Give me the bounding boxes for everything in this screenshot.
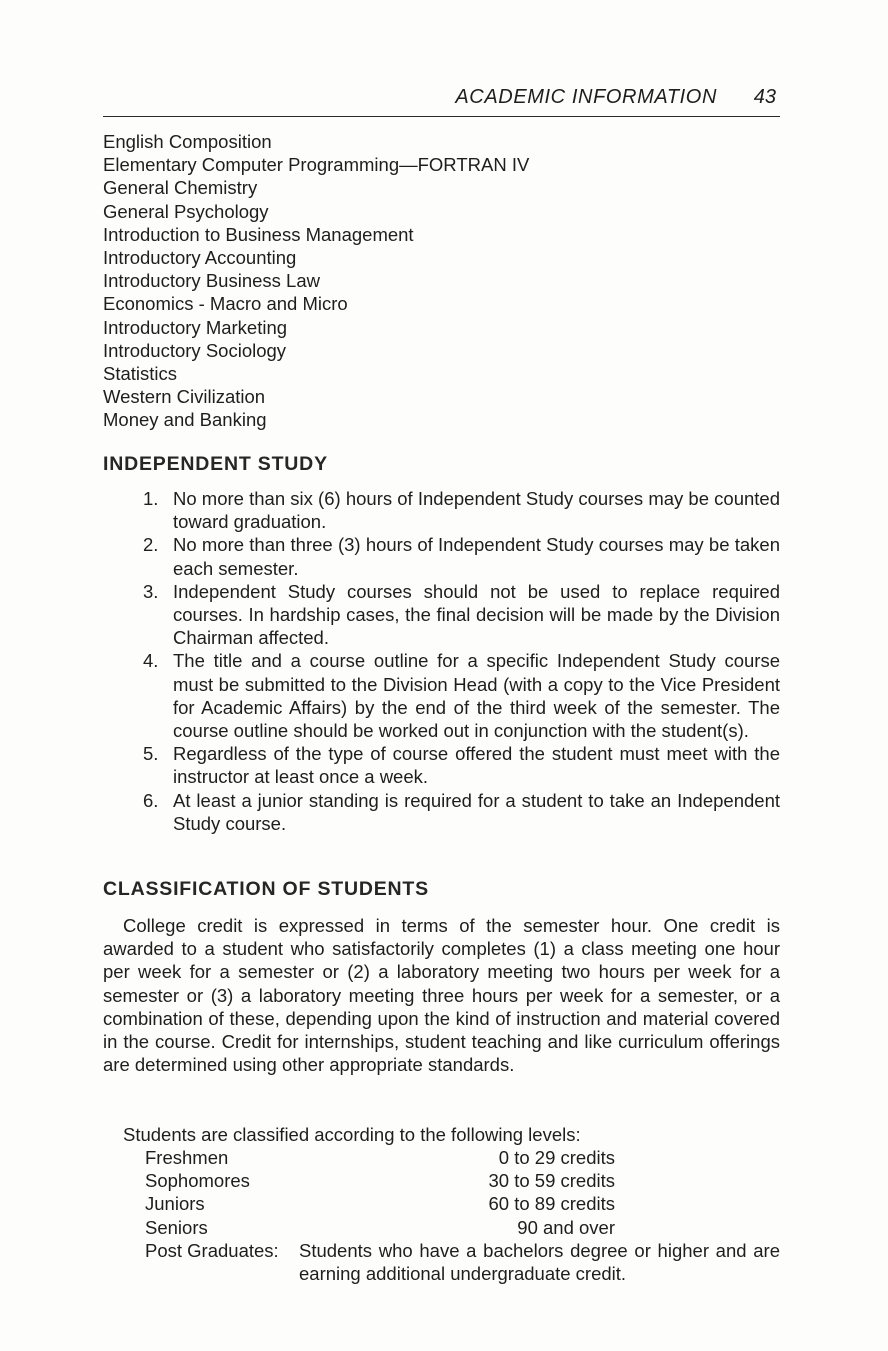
- course-list: [103, 130, 529, 432]
- course-item: English Composition: [103, 131, 272, 152]
- rule-text: At least a junior standing is required for a student to take an Independent Study course.: [173, 789, 780, 834]
- rule-number: 4.: [143, 650, 159, 672]
- course-item: Introductory Sociology: [103, 339, 287, 361]
- course-item: Introductory Accounting: [103, 247, 297, 269]
- table-row: [145, 1169, 615, 1192]
- level-range: 90 and over: [517, 1216, 615, 1238]
- rule-number: 1.: [143, 488, 159, 509]
- rule-text: No more than three (3) hours of Independent Study courses may be taken each semester.: [173, 534, 780, 579]
- rule-number: 3.: [143, 580, 159, 602]
- post-graduates-label: Post Graduates:: [145, 1240, 279, 1261]
- level-name: Sophomores: [145, 1170, 250, 1192]
- level-name: Seniors: [145, 1216, 208, 1238]
- independent-study-rules: [103, 487, 780, 835]
- levels-intro: Students are classified according to the following levels:: [123, 1124, 581, 1145]
- course-item: Introduction to Business Management: [103, 223, 414, 245]
- level-name: Freshmen: [145, 1147, 229, 1168]
- course-item: Introductory Marketing: [103, 316, 288, 338]
- post-graduates-entry: [145, 1239, 780, 1285]
- rule-text: Independent Study courses should not be used to replace required courses. In hardship cases, the final decision will be made by the Division Chairman affected.: [173, 580, 780, 649]
- level-name: Juniors: [145, 1193, 205, 1215]
- rule-item: [103, 533, 780, 579]
- rule-number: 5.: [143, 743, 159, 765]
- running-title: ACADEMIC INFORMATION: [455, 86, 717, 108]
- credit-paragraph: College credit is expressed in terms of the semester hour. One credit is awarded to a student who satisfactorily completes (1) a class meeting one hour per week for a semester or (2) a laboratory meeting two hours per week for a semester or (3) a laboratory meeting three hours per week for a semester, or a combination of these, depending upon the kind of instruction and material covered in the course. Credit for internships, student teaching and like curriculum offerings are determined using other appropriate standards.: [103, 915, 780, 1076]
- course-item: General Chemistry: [103, 177, 258, 199]
- rule-item: [103, 742, 780, 788]
- post-graduates-text: Students who have a bachelors degree or higher and are earning additional undergraduate credit.: [299, 1240, 780, 1285]
- rule-item: [103, 580, 780, 650]
- page-number: 43: [753, 86, 776, 108]
- classification-levels-table: [145, 1146, 615, 1239]
- rule-item: [103, 649, 780, 742]
- classification-heading: CLASSIFICATION OF STUDENTS: [103, 878, 429, 900]
- level-range: 30 to 59 credits: [488, 1170, 615, 1192]
- course-item: Western Civilization: [103, 386, 266, 408]
- rule-item: [103, 487, 780, 533]
- rule-number: 6.: [143, 789, 159, 811]
- rule-text: The title and a course outline for a specific Independent Study course must be submitted to the Division Head (with a copy to the Vice President for Academic Affairs) by the end of the third week of the semester. The course outline should be worked out in conjunction with the student(s).: [173, 650, 780, 742]
- level-range: 0 to 29 credits: [498, 1147, 615, 1168]
- course-item: Money and Banking: [103, 409, 267, 431]
- rule-item: [103, 789, 780, 835]
- rule-number: 2.: [143, 534, 159, 556]
- table-row: [145, 1146, 615, 1169]
- level-range: 60 to 89 credits: [488, 1193, 615, 1215]
- course-item: Statistics: [103, 363, 178, 385]
- rule-text: Regardless of the type of course offered the student must meet with the instructor at least once a week.: [173, 743, 780, 788]
- rule-text: No more than six (6) hours of Independent Study courses may be counted toward graduation.: [173, 488, 780, 533]
- table-row: [145, 1192, 615, 1215]
- course-item: Economics - Macro and Micro: [103, 293, 348, 315]
- running-header: [103, 86, 780, 117]
- table-row: [145, 1216, 615, 1239]
- independent-study-heading: INDEPENDENT STUDY: [103, 453, 328, 475]
- course-item: Introductory Business Law: [103, 270, 320, 292]
- course-item: General Psychology: [103, 200, 269, 222]
- course-item: Elementary Computer Programming—FORTRAN IV: [103, 154, 530, 176]
